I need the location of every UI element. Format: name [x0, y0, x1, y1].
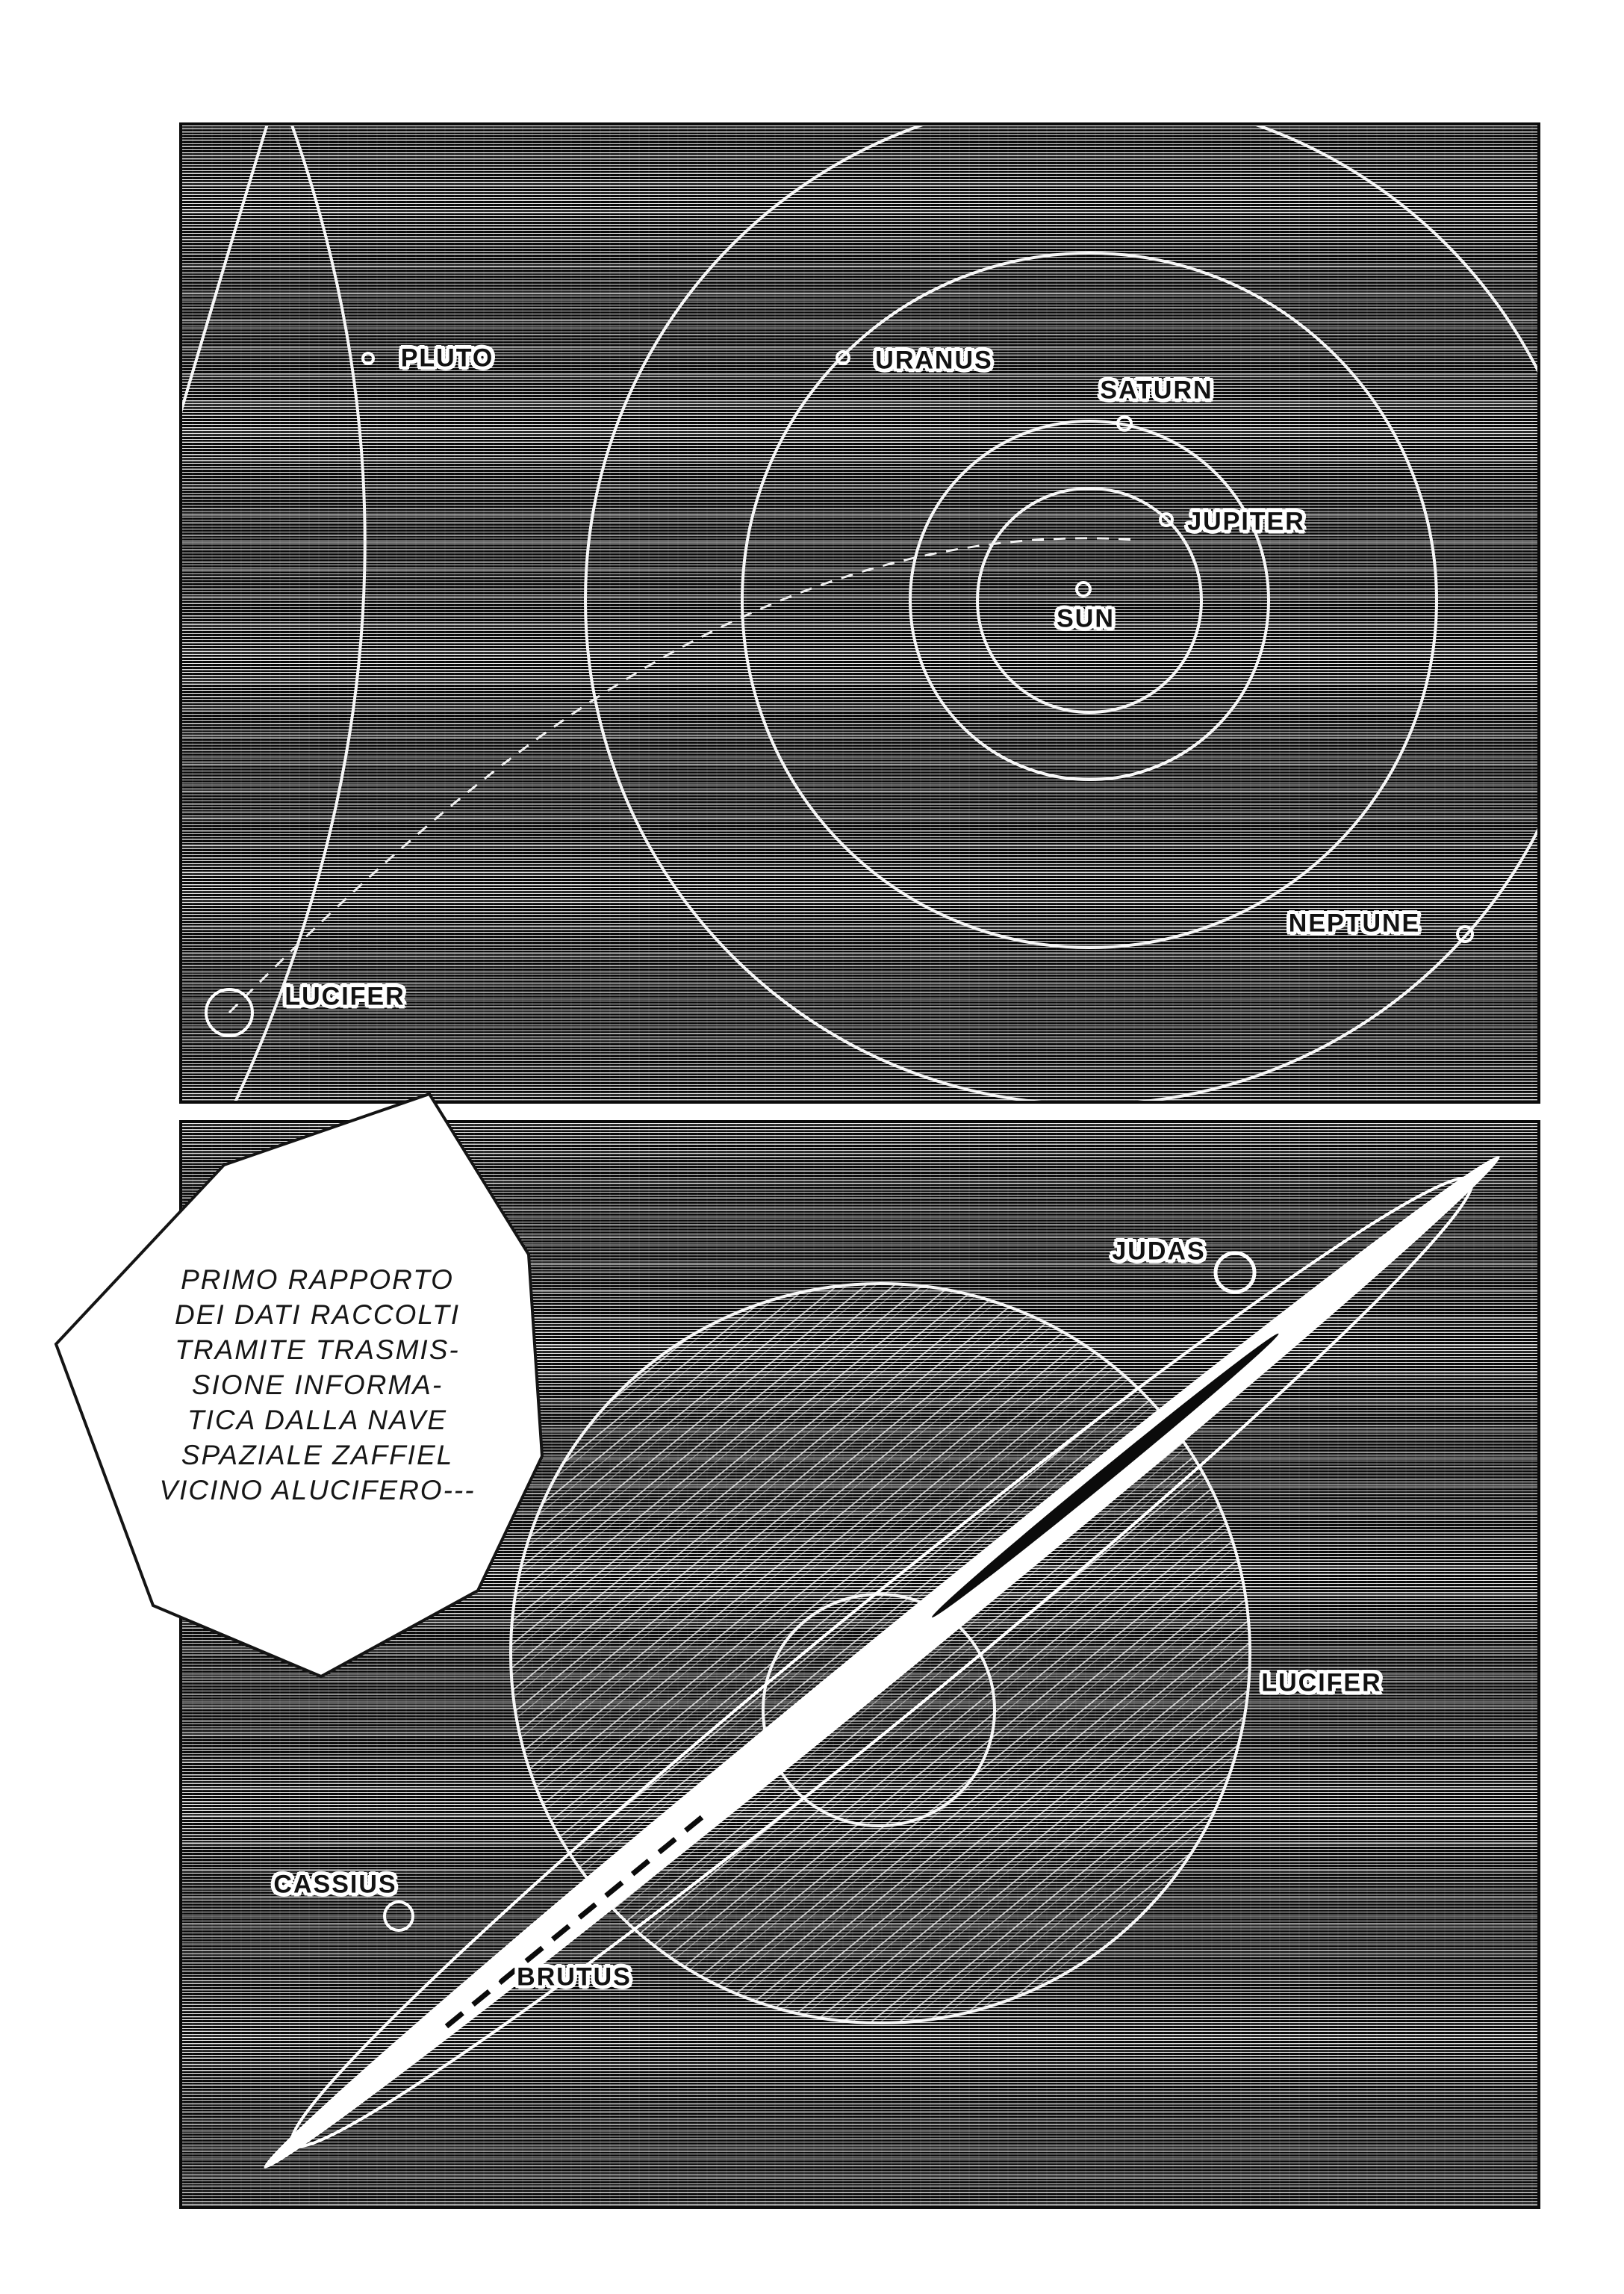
label-judas: JUDAS: [1112, 1237, 1206, 1266]
pluto-orbit-arc: [234, 125, 365, 1101]
label-saturn: SATURN: [1100, 376, 1213, 405]
label-jupiter: JUPITER: [1187, 507, 1305, 536]
panel-solar-system: [179, 122, 1540, 1104]
uranus-orbit: [742, 253, 1437, 948]
jupiter-orbit: [977, 488, 1201, 712]
caption-line: SIONE INFORMA-: [191, 1370, 444, 1400]
caption-line: PRIMO RAPPORTO: [181, 1264, 454, 1295]
judas-moon-dot: [1216, 1253, 1254, 1292]
label-lucifer-bottom: LUCIFER: [1261, 1668, 1382, 1697]
label-cassius: CASSIUS: [273, 1870, 397, 1899]
caption-line: SPAZIALE ZAFFIEL: [181, 1440, 454, 1470]
label-brutus: BRUTUS: [517, 1962, 632, 1992]
neptune-dot: [1457, 927, 1472, 942]
lucifer-trajectory-dashed: [229, 538, 1138, 1013]
label-neptune: NEPTUNE: [1288, 909, 1421, 938]
label-lucifer-top: LUCIFER: [284, 982, 405, 1011]
caption-line: DEI DATI RACCOLTI: [174, 1299, 461, 1330]
label-pluto: PLUTO: [400, 344, 494, 373]
saturn-orbit: [910, 421, 1269, 780]
label-sun: SUN: [1057, 604, 1115, 633]
pluto-dot: [363, 353, 373, 364]
sun-dot: [1077, 582, 1090, 596]
caption-line: TICA DALLA NAVE: [187, 1405, 448, 1435]
caption-line: VICINO ALUCIFERO---: [159, 1475, 476, 1505]
cassius-moon-dot: [385, 1902, 413, 1930]
outer-orbit-arc: [182, 125, 270, 484]
caption-line: TRAMITE TRASMIS-: [175, 1334, 460, 1365]
label-uranus: URANUS: [875, 346, 993, 375]
orbit-diagram: [182, 125, 1537, 1101]
caption-text: [93, 1262, 541, 1508]
